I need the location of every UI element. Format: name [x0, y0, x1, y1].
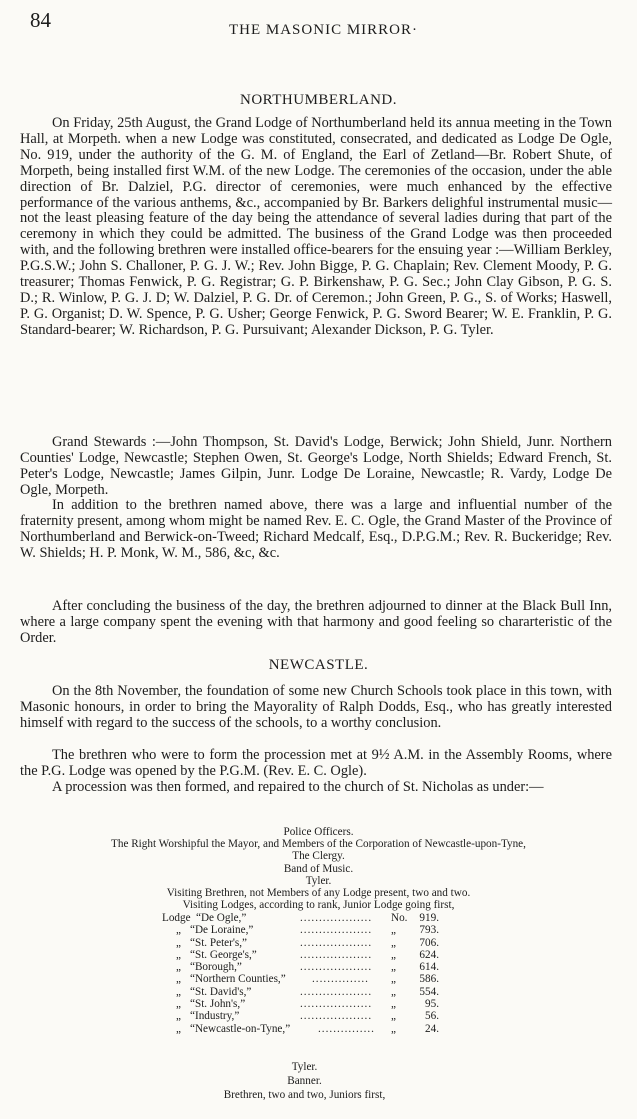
lodge-number: 919.: [419, 912, 439, 924]
leader-dots: ...................: [300, 985, 373, 998]
lodge-row: [168, 949, 468, 961]
number-label: No.: [391, 912, 408, 924]
procession-line: Visiting Brethren, not Members of any Lodge present, two and two.: [166, 887, 471, 900]
section-heading-northumberland: NORTHUMBERLAND.: [239, 92, 398, 108]
procession-line: Tyler.: [305, 874, 332, 887]
lodge-row: [168, 961, 468, 973]
lodge-number: 614.: [419, 961, 439, 974]
lodge-number: 56.: [425, 1010, 439, 1023]
lodge-row: [168, 1023, 468, 1035]
lodge-name: “De Ogle,”: [196, 912, 247, 924]
number-label: „: [391, 1022, 396, 1035]
lodge-prefix: „: [176, 924, 181, 937]
number-label: „: [391, 924, 396, 937]
lodge-prefix: „: [176, 948, 181, 961]
paragraph-northumberland-meeting: On Friday, 25th August, the Grand Lodge of Northumberland held its annua meeting in the Town Hall, at Morpeth. when a new Lodge was constituted, consecrated, and dedicated as Lodge De Ogle, No. 919, under the authority of the G. M. of England, the Earl of Zetland—Br. Robert Shute, of Morpeth, being installed first W.M. of the new Lodge. The ceremonies of the occasion, under the able direction of Br. Dalziel, P.G. director of ceremonies, were much enhanced by the effective performance of the various anthems, &c., accompanied by Br. Barkers delighful instrumental music—not the least pleasing feature of the day being the attendance of several ladies during that part of the ceremony in which they could be admitted. The business of the Grand Lodge was then proceeded with, and the following brethren were installed office-bearers for the ensuing year :—William Berkley, P.G.S.W.; John S. Challoner, P. G. J. W.; Rev. John Bigge, P. G. Chaplain; Rev. Clement Moody, P. G. treasurer; Thomas Fenwick, P. G. Registrar; G. P. Birkenshaw, P. G. Sec.; John Clay Gibson, P. G. S. D.; R. Winlow, P. G. J. D; W. Dalziel, P. G. Dr. of Ceremon.; John Green, P. G., S. of Works; Haswell, P. G. Organist; D. W. Spence, P. G. Usher; George Fenwick, P. G. Sword Bearer; W. E. Franklin, P. G. Standard-bearer; W. Richardson, P. G. Pursuivant; Alexander Dickson, P. G. Tyler.: [20, 115, 612, 338]
number-label: „: [391, 998, 396, 1011]
lodge-row: [168, 1010, 468, 1022]
number-label: „: [391, 948, 396, 961]
lodge-prefix: „: [176, 961, 181, 974]
paragraph-church-schools: On the 8th November, the foundation of some new Church Schools took place in this town, with Masonic honours, in order to bring the Mayorality of Ralph Dodds, Esq., who has greatly interested himself with regard to the success of the schools, to a worthy conclusion.: [20, 683, 612, 731]
lodge-number: 95.: [425, 998, 439, 1011]
lodge-name: “St. John's,”: [190, 998, 246, 1011]
paragraph-dinner: After concluding the business of the day, the brethren adjourned to dinner at the Black Bull Inn, where a large company spent the evening with that harmony and good feeling so chararteristic of the Order.: [20, 598, 612, 646]
lodge-name: “Northern Counties,”: [190, 973, 286, 986]
leader-dots: ...................: [300, 948, 373, 961]
lodge-row: [162, 912, 468, 924]
number-label: „: [391, 1010, 396, 1023]
leader-dots: ...................: [300, 998, 373, 1011]
procession-line: Tyler.: [291, 1061, 318, 1073]
leader-dots: ...................: [300, 924, 373, 937]
lodge-prefix: „: [176, 1022, 181, 1035]
procession-line: Visiting Lodges, according to rank, Junior Lodge going first,: [182, 899, 455, 912]
lodge-prefix: „: [176, 985, 181, 998]
procession-order-bottom: [0, 1060, 623, 1102]
lodge-list: [162, 912, 468, 1035]
procession-line: Band of Music.: [283, 862, 354, 875]
section-heading-newcastle: NEWCASTLE.: [268, 657, 369, 673]
lodge-number: 24.: [425, 1022, 439, 1035]
lodge-prefix: „: [176, 1010, 181, 1023]
procession-line: The Right Worshipful the Mayor, and Members of the Corporation of Newcastle-upon-Tyne,: [111, 838, 526, 851]
lodge-number: 706.: [419, 936, 439, 949]
lodge-prefix: „: [176, 998, 181, 1011]
lodge-name: “Borough,”: [190, 961, 242, 974]
paragraph-procession-formed: A procession was then formed, and repaired to the church of St. Nicholas as under:—: [52, 779, 544, 795]
paragraph-brethren-present: In addition to the brethren named above, there was a large and influential number of the fraternity present, among whom might be named Rev. E. C. Ogle, the Grand Master of the Province of Northumberland and Berwick-on-Tweed; Richard Medcalf, Esq., D.P.G.M.; Rev. R. Buckeridge; Rev. W. Shields; H. P. Monk, W. M., 586, &c, &c.: [20, 497, 612, 561]
lodge-prefix: „: [176, 973, 181, 986]
page-header: [30, 8, 617, 38]
leader-dots: ...............: [318, 1022, 375, 1035]
lodge-row: [168, 986, 468, 998]
leader-dots: ...................: [300, 1010, 373, 1023]
lodge-name: “St. David's,”: [190, 985, 252, 998]
leader-dots: ...............: [312, 973, 369, 986]
lodge-name: “Industry,”: [190, 1010, 240, 1023]
procession-line: Police Officers.: [283, 826, 354, 838]
leader-dots: ...................: [300, 961, 373, 974]
procession-order-top: [0, 826, 637, 911]
leader-dots: ...................: [300, 936, 373, 949]
running-title: THE MASONIC MIRROR·: [228, 22, 418, 38]
lodge-row: [168, 973, 468, 985]
lodge-row: [168, 924, 468, 936]
lodge-name: “St. George's,”: [190, 948, 257, 961]
procession-line: Brethren, two and two, Juniors first,: [223, 1089, 386, 1101]
lodge-name: “St. Peter's,”: [190, 936, 248, 949]
lodge-prefix: „: [176, 936, 181, 949]
number-label: „: [391, 936, 396, 949]
lodge-row: [168, 937, 468, 949]
lodge-number: 793.: [419, 924, 439, 937]
lodge-prefix: Lodge: [162, 912, 191, 924]
number-label: „: [391, 973, 396, 986]
lodge-number: 554.: [419, 985, 439, 998]
lodge-row: [168, 998, 468, 1010]
number-label: „: [391, 985, 396, 998]
leader-dots: ...................: [300, 912, 373, 924]
lodge-number: 624.: [419, 948, 439, 961]
page-number: 84: [30, 8, 51, 32]
paragraph-procession-met: The brethren who were to form the procession met at 9½ A.M. in the Assembly Rooms, where the P.G. Lodge was opened by the P.G.M. (Rev. E. C. Ogle).: [20, 747, 612, 779]
procession-line: Banner.: [287, 1075, 322, 1087]
lodge-number: 586.: [419, 973, 439, 986]
lodge-name: “Newcastle-on-Tyne,”: [190, 1022, 291, 1035]
procession-line: The Clergy.: [292, 850, 345, 863]
paragraph-grand-stewards: Grand Stewards :—John Thompson, St. David's Lodge, Berwick; John Shield, Junr. Northern Counties' Lodge, Newcastle; Stephen Owen, St. George's Lodge, North Shields; Edward French, St. Peter's Lodge, Newcastle; James Gilpin, Junr. Lodge De Loraine, Newcastle; R. Vardy, Lodge De Ogle, Morpeth.: [20, 434, 612, 498]
number-label: „: [391, 961, 396, 974]
lodge-name: “De Loraine,”: [190, 924, 254, 937]
